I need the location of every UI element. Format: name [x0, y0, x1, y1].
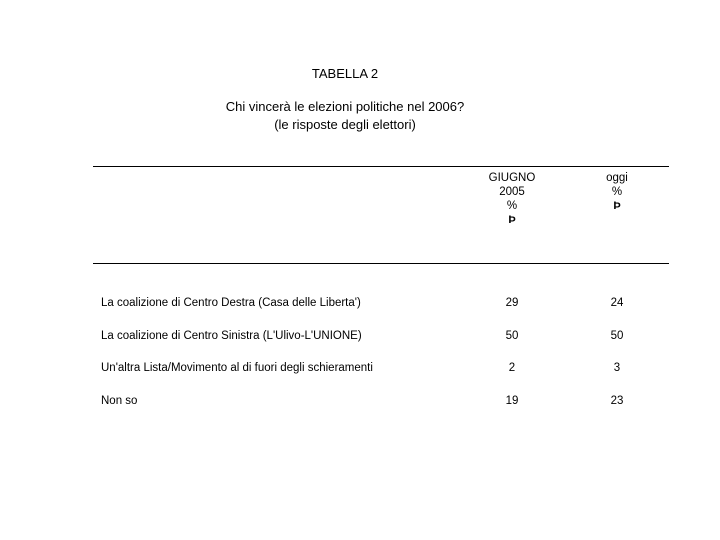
column-header-line: %	[506, 200, 518, 212]
table-row	[0, 297, 720, 313]
row-label: Non so	[101, 395, 138, 407]
row-value-giugno: 50	[505, 330, 519, 342]
row-value-giugno: 2	[508, 362, 516, 374]
row-value-giugno: 19	[505, 395, 519, 407]
row-label: La coalizione di Centro Sinistra (L'Ulivo-L'UNIONE)	[101, 330, 362, 342]
column-header-line: GIUGNO	[488, 172, 536, 184]
row-value-oggi: 24	[610, 297, 624, 309]
question-text: Chi vincerà le elezioni politiche nel 2006?	[225, 99, 465, 114]
row-value-oggi: 3	[613, 362, 621, 374]
question-subtitle: (le risposte degli elettori)	[274, 117, 416, 132]
row-value-oggi: 23	[610, 395, 624, 407]
table-row	[0, 362, 720, 378]
row-label: La coalizione di Centro Destra (Casa delle Liberta')	[101, 297, 361, 309]
table-question	[0, 98, 690, 134]
symbol-glyph-icon: Þ	[613, 200, 621, 212]
column-header-line: %	[611, 186, 623, 198]
table-bottom-rule	[93, 263, 669, 264]
row-value-giugno: 29	[505, 297, 519, 309]
column-header-line: oggi	[606, 172, 628, 184]
table-top-rule	[93, 166, 669, 167]
symbol-glyph-icon: Þ	[508, 214, 516, 226]
row-label: Un'altra Lista/Movimento al di fuori degli schieramenti	[101, 362, 373, 374]
column-header-oggi	[577, 171, 657, 213]
table-row	[0, 395, 720, 411]
column-header-line: 2005	[499, 186, 525, 198]
column-header-giugno-2005	[472, 171, 552, 227]
row-value-oggi: 50	[610, 330, 624, 342]
table-title: TABELLA 2	[311, 66, 379, 81]
table-row	[0, 330, 720, 346]
